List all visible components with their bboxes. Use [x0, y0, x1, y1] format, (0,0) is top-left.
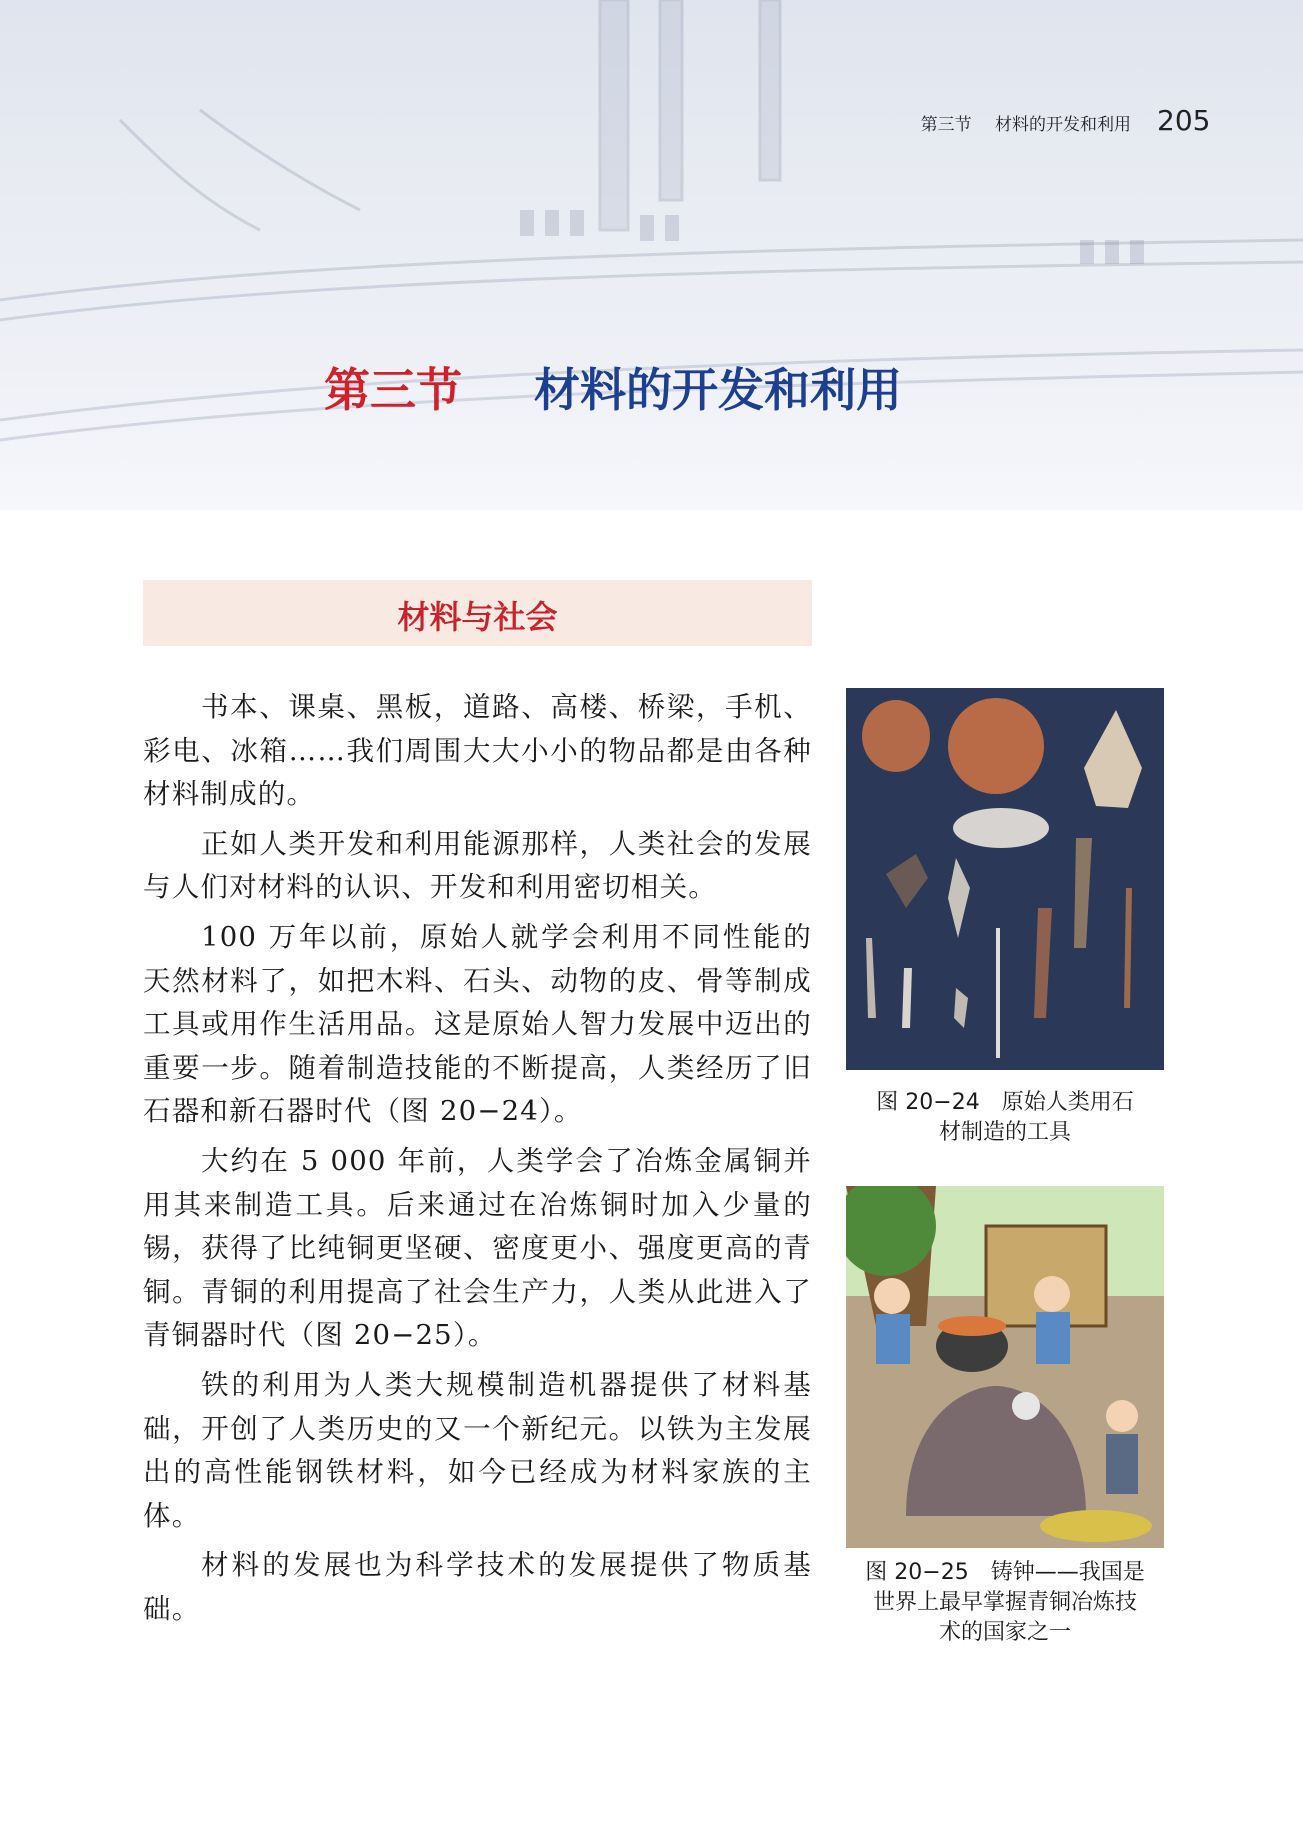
chapter-name: 材料的开发和利用 — [534, 363, 903, 417]
running-head-title: 材料的开发和利用 — [995, 115, 1131, 135]
figure-caption-20-24 — [846, 1088, 1164, 1148]
industrial-background-image — [0, 0, 1303, 510]
chapter-number: 第三节 — [324, 363, 462, 417]
caption-line: 图 20−25 铸钟——我国是 — [865, 1560, 1145, 1585]
chapter-banner — [0, 0, 1303, 510]
section-heading-bar — [143, 580, 812, 646]
paragraph: 正如人类开发和利用能源那样，人类社会的发展与人们对材料的认识、开发和利用密切相关。 — [143, 827, 812, 904]
running-head — [921, 110, 1131, 135]
figure-caption-20-25 — [838, 1558, 1172, 1648]
paragraph: 铁的利用为人类大规模制造机器提供了材料基础，开创了人类历史的又一个新纪元。以铁为主发展出的高性能钢铁材料，如今已经成为材料家族的主体。 — [143, 1368, 812, 1532]
body-text — [143, 686, 812, 1637]
running-head-section: 第三节 — [920, 115, 972, 135]
caption-line: 世界上最早掌握青铜冶炼技 — [872, 1590, 1137, 1615]
caption-line: 材制造的工具 — [938, 1120, 1071, 1145]
chapter-title — [324, 354, 902, 420]
page-number: 205 — [1157, 104, 1211, 137]
paragraph: 书本、课桌、黑板，道路、高楼、桥梁，手机、彩电、冰箱……我们周围大大小小的物品都是由各种材料制成的。 — [143, 691, 812, 811]
caption-line: 术的国家之一 — [938, 1620, 1071, 1645]
stone-tools-photo — [846, 688, 1164, 1070]
paragraph: 材料的发展也为科学技术的发展提供了物质基础。 — [143, 1549, 812, 1625]
caption-line: 图 20−24 原始人类用石 — [876, 1090, 1134, 1115]
bell-casting-illustration — [846, 1186, 1164, 1548]
paragraph: 100 万年以前，原始人就学会利用不同性能的天然材料了，如把木料、石头、动物的皮、骨等制成工具或用作生活用品。这是原始人智力发展中迈出的重要一步。随着制造技能的不断提高，人类经历了旧石器和新石器时代（图 20−24）。 — [143, 920, 812, 1128]
section-heading: 材料与社会 — [397, 598, 558, 636]
paragraph: 大约在 5 000 年前，人类学会了冶炼金属铜并用其来制造工具。后来通过在冶炼铜时加入少量的锡，获得了比纯铜更坚硬、密度更小、强度更高的青铜。青铜的利用提高了社会生产力，人类从此进入了青铜器时代（图 20−25）。 — [143, 1144, 812, 1352]
